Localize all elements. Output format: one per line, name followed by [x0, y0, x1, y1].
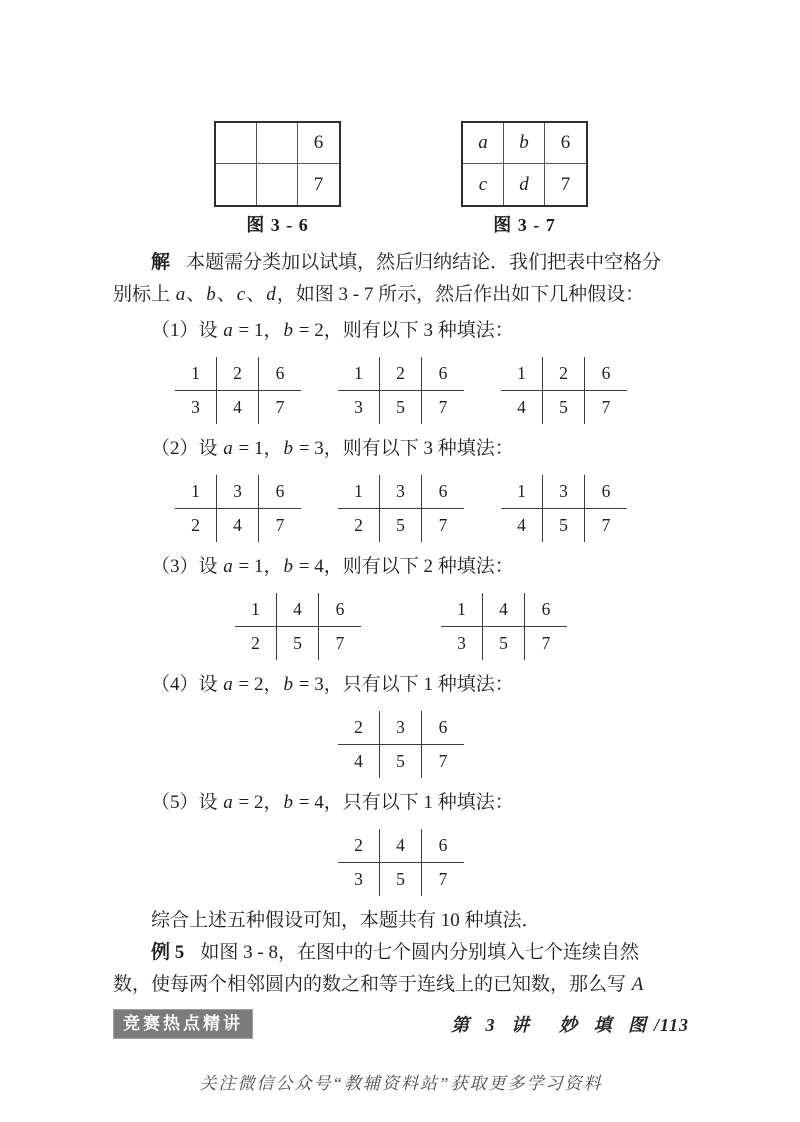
page-content: [113, 0, 689, 1094]
solution-line-2: [113, 279, 689, 311]
text-run: = 1，: [233, 438, 283, 459]
table-cell: 2: [338, 711, 380, 745]
watermark-text: 关注微信公众号“教辅资料站”获取更多学习资料: [199, 1074, 603, 1093]
table-cell: 2: [235, 627, 277, 660]
grid-cell: a: [463, 123, 504, 164]
table-cell: 6: [319, 593, 361, 627]
fill-table: [338, 357, 464, 424]
table-cell: 4: [380, 829, 422, 863]
math-var: b: [283, 792, 293, 813]
text-run: 如图 3 - 8，在图中的七个圆内分别填入七个连续自然: [200, 942, 639, 963]
text-run: 综合上述五种假设可知，本题共有 10 种填法．: [151, 910, 541, 931]
math-var: b: [283, 438, 293, 459]
grid-cell: 7: [560, 173, 571, 195]
table-cell: 1: [501, 475, 543, 509]
table-cell: 3: [543, 475, 585, 509]
table-cell: 6: [525, 593, 567, 627]
table-cell: 5: [483, 627, 525, 660]
text-run: （2）设: [151, 438, 223, 459]
table-cell: 4: [217, 391, 259, 424]
example5-paragraph: [113, 937, 689, 1001]
math-var: d: [266, 284, 276, 305]
case-4: [113, 669, 689, 778]
text-run: = 2，: [233, 674, 283, 695]
fill-table: [175, 357, 301, 424]
fill-table: [501, 357, 627, 424]
text-run: = 2，: [233, 792, 283, 813]
case-3: [113, 551, 689, 660]
table-cell: 2: [217, 357, 259, 391]
text-run: （5）设: [151, 792, 223, 813]
example5-line-2: [113, 969, 689, 1001]
text-run: 、: [216, 284, 236, 305]
table-cell: 1: [175, 357, 217, 391]
grid-cell: 6: [298, 123, 339, 164]
fill-table: [338, 475, 464, 542]
case-heading: [113, 315, 689, 347]
fill-table: [338, 829, 464, 896]
table-cell: 7: [438, 869, 448, 889]
table-cell: 3: [441, 627, 483, 660]
solution-label: 解: [151, 252, 171, 273]
fill-table: [338, 711, 464, 778]
table-cell: 3: [217, 475, 259, 509]
case-heading: [113, 787, 689, 819]
table-cell: 3: [338, 391, 380, 424]
math-var: a: [223, 438, 233, 459]
text-run: 别标上: [113, 284, 175, 305]
table-cell: 7: [438, 751, 448, 771]
table-cell: 6: [422, 475, 464, 509]
fill-tables-row: [113, 711, 689, 778]
math-var: a: [175, 284, 186, 305]
text-run: = 3，: [293, 674, 343, 695]
table-cell: 2: [543, 357, 585, 391]
grid-cell: b: [504, 123, 545, 164]
table-cell: 6: [259, 357, 301, 391]
case-2: [113, 433, 689, 542]
table-cell: 7: [601, 515, 611, 535]
text-run: = 4，: [293, 792, 343, 813]
table-cell: 7: [275, 515, 285, 535]
table-cell: 1: [501, 357, 543, 391]
table-cell: 5: [277, 627, 319, 660]
table-cell: 4: [483, 593, 525, 627]
text-run: （4）设: [151, 674, 223, 695]
text-run: 本题需分类加以试填，然后归纳结论．我们把表中空格分: [186, 252, 662, 273]
grid-cell: [216, 164, 257, 205]
table-cell: 7: [438, 515, 448, 535]
grid-cell: [257, 164, 298, 205]
fill-tables-row: [113, 357, 689, 424]
math-var: a: [223, 792, 233, 813]
math-var: a: [223, 320, 233, 341]
table-cell: 7: [438, 397, 448, 417]
math-var: b: [206, 284, 216, 305]
fill-tables-row: [113, 829, 689, 896]
grid-cell: c: [463, 164, 504, 205]
chapter-title: 第 3 讲 妙 填 图: [450, 1015, 652, 1035]
solution-line-1: [113, 247, 689, 279]
table-cell: 4: [277, 593, 319, 627]
math-var: a: [223, 556, 233, 577]
grid-cell: [216, 123, 257, 164]
table-cell: 5: [380, 745, 422, 778]
table-cell: 6: [259, 475, 301, 509]
example5-line-1: [113, 937, 689, 969]
grid-3-7: [461, 121, 588, 207]
table-cell: 5: [543, 391, 585, 424]
table-cell: 6: [585, 357, 627, 391]
table-cell: 6: [422, 357, 464, 391]
table-cell: 4: [338, 745, 380, 778]
math-var: b: [283, 556, 293, 577]
table-cell: 7: [541, 633, 551, 653]
text-run: （1）设: [151, 320, 223, 341]
text-run: = 2，: [293, 320, 343, 341]
table-cell: 4: [217, 509, 259, 542]
table-cell: 6: [585, 475, 627, 509]
text-run: 、: [186, 284, 206, 305]
table-cell: 3: [338, 863, 380, 896]
table-cell: 1: [338, 475, 380, 509]
example5-label: 例 5: [151, 942, 185, 963]
math-var: b: [283, 674, 293, 695]
table-cell: 3: [380, 475, 422, 509]
case-heading: [113, 669, 689, 701]
table-cell: 1: [338, 357, 380, 391]
grid-cell: 7: [313, 173, 324, 195]
conclusion-line: [113, 905, 689, 937]
table-cell: 2: [338, 829, 380, 863]
text-run: ，如图 3 - 7 所示，然后作出如下几种假设：: [276, 284, 645, 305]
grid-3-6: [214, 121, 341, 207]
fill-tables-row: [113, 593, 689, 660]
figure-caption: 图 3 - 7: [493, 215, 556, 235]
text-run: 则有以下 3 种填法：: [342, 320, 514, 341]
text-run: 数，使每两个相邻圆内的数之和等于连线上的已知数，那么写: [113, 974, 631, 995]
figures-row: [113, 0, 689, 237]
text-run: 只有以下 1 种填法：: [342, 792, 514, 813]
page-number: /113: [653, 1015, 689, 1035]
table-cell: 5: [380, 509, 422, 542]
text-run: （3）设: [151, 556, 223, 577]
page-footer: [113, 1009, 689, 1039]
text-run: = 1，: [233, 320, 283, 341]
table-cell: 2: [380, 357, 422, 391]
table-cell: 7: [275, 397, 285, 417]
table-cell: 2: [175, 509, 217, 542]
table-cell: 2: [338, 509, 380, 542]
math-var: a: [223, 674, 233, 695]
table-cell: 3: [380, 711, 422, 745]
table-cell: 7: [335, 633, 345, 653]
figure-caption: 图 3 - 6: [246, 215, 309, 235]
table-cell: 3: [175, 391, 217, 424]
table-cell: 5: [380, 863, 422, 896]
table-cell: 5: [380, 391, 422, 424]
grid-cell: [257, 123, 298, 164]
text-run: 只有以下 1 种填法：: [342, 674, 514, 695]
text-run: 、: [246, 284, 266, 305]
table-cell: 1: [175, 475, 217, 509]
figure-3-7: [461, 121, 588, 237]
solution-paragraph: [113, 247, 689, 311]
case-heading: [113, 433, 689, 465]
text-run: = 1，: [233, 556, 283, 577]
fill-table: [501, 475, 627, 542]
table-cell: 6: [422, 711, 464, 745]
math-var: A: [631, 974, 644, 995]
case-1: [113, 315, 689, 424]
table-cell: 5: [543, 509, 585, 542]
grid-cell: d: [504, 164, 545, 205]
table-cell: 7: [601, 397, 611, 417]
fill-table: [175, 475, 301, 542]
text-run: = 3，: [293, 438, 343, 459]
table-cell: 1: [441, 593, 483, 627]
fill-table: [235, 593, 361, 660]
text-run: 则有以下 3 种填法：: [342, 438, 514, 459]
figure-3-6: [214, 121, 341, 237]
text-run: = 4，: [293, 556, 343, 577]
table-cell: 4: [501, 509, 543, 542]
table-cell: 1: [235, 593, 277, 627]
case-heading: [113, 551, 689, 583]
grid-cell: 6: [545, 123, 586, 164]
fill-table: [441, 593, 567, 660]
case-5: [113, 787, 689, 896]
chapter-page-info: [451, 1011, 689, 1037]
math-var: c: [236, 284, 246, 305]
math-var: b: [283, 320, 293, 341]
text-run: 则有以下 2 种填法：: [342, 556, 514, 577]
fill-tables-row: [113, 475, 689, 542]
table-cell: 6: [422, 829, 464, 863]
series-badge: 竞赛热点精讲: [113, 1009, 253, 1039]
table-cell: 4: [501, 391, 543, 424]
